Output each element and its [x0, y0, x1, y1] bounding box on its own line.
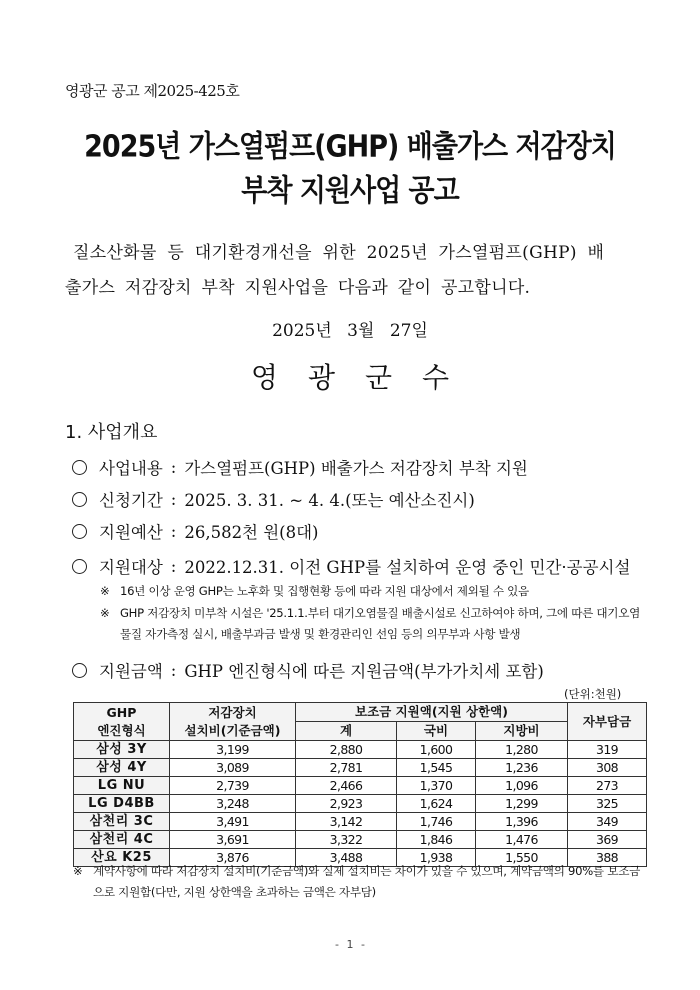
cell-local: 1,299: [476, 795, 568, 813]
table-row: [74, 795, 647, 813]
item-separator: :: [170, 521, 177, 541]
cell-total: 2,466: [296, 777, 397, 795]
table-footnote: [73, 861, 640, 903]
cell-self: 325: [568, 795, 647, 813]
cell-install: 3,876: [170, 849, 296, 867]
item-separator: :: [170, 489, 177, 509]
header-local: 지방비: [476, 722, 568, 741]
cell-model: 삼성 3Y: [74, 741, 170, 759]
notice-date: 2025년 3월 27일: [272, 321, 428, 341]
cell-self: 273: [568, 777, 647, 795]
cell-total: 3,322: [296, 831, 397, 849]
cell-install: 3,491: [170, 813, 296, 831]
item-label: 지원금액: [99, 662, 163, 681]
cell-self: 388: [568, 849, 647, 867]
cell-total: 2,781: [296, 759, 397, 777]
header-self-pay: 자부담금: [568, 703, 647, 741]
header-install-cost: [170, 703, 296, 741]
cell-local: 1,096: [476, 777, 568, 795]
cell-model: LG D4BB: [74, 795, 170, 813]
cell-model: 삼천리 3C: [74, 813, 170, 831]
cell-national: 1,600: [397, 741, 476, 759]
item-separator: :: [170, 457, 177, 477]
page-title-line2: 부착 지원사업 공고: [241, 173, 459, 209]
item-value: 2025. 3. 31. ~ 4. 4.(또는 예산소진시): [184, 491, 475, 510]
circle-bullet-icon: [72, 460, 87, 475]
cell-national: 1,746: [397, 813, 476, 831]
intro-paragraph: [65, 236, 640, 306]
overview-item-period: [72, 487, 475, 511]
notice-number: 영광군 공고 제2025-425호: [65, 82, 240, 100]
note-obligation: [100, 603, 640, 645]
table-row: [74, 777, 647, 795]
cell-self: 349: [568, 813, 647, 831]
overview-item-amount: [72, 658, 544, 682]
cell-local: 1,236: [476, 759, 568, 777]
page-title-line1: 2025년 가스열펌프(GHP) 배출가스 저감장치: [84, 129, 616, 165]
note-exclusion: [100, 581, 640, 602]
cell-self: 319: [568, 741, 647, 759]
header-text: GHP: [106, 704, 137, 720]
circle-bullet-icon: [72, 492, 87, 507]
cell-model: 삼천리 4C: [74, 831, 170, 849]
item-label: 사업내용: [99, 459, 163, 478]
cell-install: 2,739: [170, 777, 296, 795]
section-heading: 1. 사업개요: [65, 422, 158, 443]
table-row: [74, 759, 647, 777]
signer: 영광군수: [250, 361, 480, 394]
cell-total: 2,880: [296, 741, 397, 759]
cell-local: 1,280: [476, 741, 568, 759]
reference-mark-icon: ※: [73, 864, 83, 878]
cell-national: 1,624: [397, 795, 476, 813]
item-value: 가스열펌프(GHP) 배출가스 저감장치 부착 지원: [184, 459, 528, 478]
reference-mark-icon: ※: [100, 584, 110, 598]
cell-national: 1,846: [397, 831, 476, 849]
cell-install: 3,248: [170, 795, 296, 813]
header-total: 계: [296, 722, 397, 741]
cell-local: 1,476: [476, 831, 568, 849]
cell-self: 369: [568, 831, 647, 849]
cell-national: 1,938: [397, 849, 476, 867]
circle-bullet-icon: [72, 559, 87, 574]
cell-install: 3,089: [170, 759, 296, 777]
header-national: 국비: [397, 722, 476, 741]
item-label: 지원예산: [99, 523, 163, 542]
circle-bullet-icon: [72, 663, 87, 678]
overview-item-budget: [72, 519, 319, 543]
cell-model: 산요 K25: [74, 849, 170, 867]
cell-install: 3,199: [170, 741, 296, 759]
header-engine-type: [74, 703, 170, 741]
table-row: [74, 741, 647, 759]
item-separator: :: [170, 660, 177, 680]
note-text: 16년 이상 운영 GHP는 노후화 및 집행현황 등에 따라 지원 대상에서 제외될 수 있음: [120, 584, 529, 598]
circle-bullet-icon: [72, 524, 87, 539]
intro-line2: 출가스 저감장치 부착 지원사업을 다음과 같이 공고합니다.: [65, 278, 531, 298]
header-text: 엔진형식: [97, 722, 146, 738]
table-unit: (단위:천원): [564, 687, 622, 701]
intro-line1: 질소산화물 등 대기환경개선을 위한 2025년 가스열펌프(GHP) 배: [73, 243, 605, 263]
footnote-text: 계약사항에 따라 저감장치 설치비(기준금액)와 실제 설치비는 차이가 있을 수 있으며, 계약금액의 90%를 보조금으로 지원함(다만, 지원 상한액을 초과하는 금액은 자부담): [93, 864, 640, 899]
table-row: [74, 831, 647, 849]
header-text: 저감장치: [208, 704, 257, 720]
cell-self: 308: [568, 759, 647, 777]
cell-total: 3,142: [296, 813, 397, 831]
item-label: 지원대상: [99, 558, 163, 577]
cell-national: 1,370: [397, 777, 476, 795]
overview-item-content: [72, 455, 528, 479]
cell-total: 2,923: [296, 795, 397, 813]
cell-local: 1,550: [476, 849, 568, 867]
reference-mark-icon: ※: [100, 606, 110, 620]
subsidy-table: [73, 702, 647, 867]
item-separator: :: [170, 556, 177, 576]
table-row: [74, 813, 647, 831]
item-label: 신청기간: [99, 491, 163, 510]
item-value: GHP 엔진형식에 따른 지원금액(부가가치세 포함): [184, 662, 544, 681]
cell-national: 1,545: [397, 759, 476, 777]
item-value: 2022.12.31. 이전 GHP를 설치하여 운영 중인 민간·공공시설: [184, 558, 631, 577]
cell-total: 3,488: [296, 849, 397, 867]
page-number: - 1 -: [335, 938, 365, 951]
header-subsidy-group: 보조금 지원액(지원 상한액): [296, 703, 568, 722]
cell-install: 3,691: [170, 831, 296, 849]
header-text: 설치비(기준금액): [184, 722, 281, 738]
overview-item-target: [72, 554, 630, 578]
cell-model: 삼성 4Y: [74, 759, 170, 777]
cell-local: 1,396: [476, 813, 568, 831]
cell-model: LG NU: [74, 777, 170, 795]
note-text: GHP 저감장치 미부착 시설은 '25.1.1.부터 대기오염물질 배출시설로 신고하여야 하며, 그에 따른 대기오염물질 자가측정 실시, 배출부과금 발생 및 환경관리인 선임 등의 의무부과 사항 발생: [120, 606, 640, 641]
item-value: 26,582천 원(8대): [184, 523, 319, 542]
